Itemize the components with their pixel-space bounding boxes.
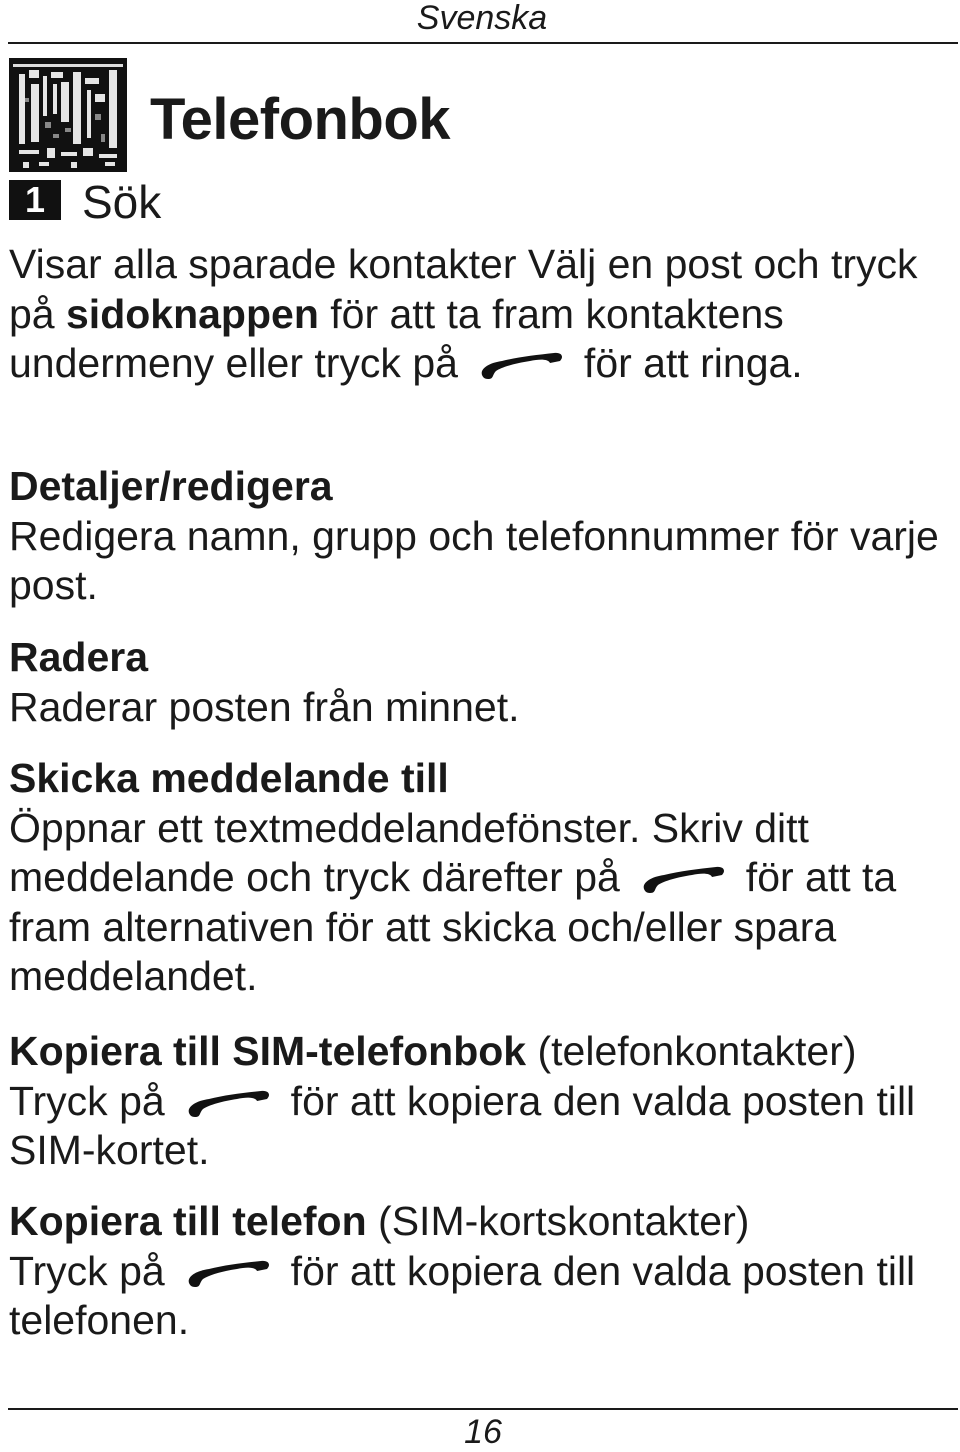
top-rule — [8, 42, 958, 44]
section-number-badge: 1 — [9, 180, 61, 220]
side-button-label: sidoknappen — [66, 290, 319, 337]
copy-to-phone-heading: Kopiera till telefon — [9, 1198, 367, 1244]
page-title: Telefonbok — [150, 87, 451, 152]
send-message-section — [9, 754, 959, 1002]
copy-to-phone-section — [9, 1197, 959, 1346]
copy-to-sim-text-1: Tryck på — [9, 1077, 165, 1124]
details-heading: Detaljer/redigera — [9, 463, 333, 509]
send-message-text-2: för att ta fram alternativen för att skicka och/eller spara meddelandet. — [9, 854, 897, 999]
copy-to-phone-note: (SIM-kortskontakter) — [366, 1198, 750, 1244]
intro-paragraph — [9, 240, 959, 389]
call-handset-icon — [185, 1257, 271, 1289]
send-message-text-1: Öppnar ett textmeddelandefönster. Skriv ditt meddelande och tryck därefter på — [9, 804, 809, 900]
intro-text-1: Visar alla sparade kontakter Välj en post och tryck på — [9, 241, 918, 337]
section-title: Sök — [82, 176, 162, 228]
intro-text-3: för att ringa. — [583, 340, 803, 386]
details-text: Redigera namn, grupp och telefonnummer för varje post. — [9, 512, 939, 608]
intro-text-2: för att ta fram kontaktens undermeny eller tryck på — [9, 290, 784, 386]
header-language: Svenska — [416, 0, 548, 37]
call-handset-icon — [478, 349, 564, 381]
copy-to-sim-text-2: för att kopiera den valda posten till SIM-kortet. — [9, 1077, 916, 1173]
bottom-rule — [8, 1408, 958, 1410]
copy-to-sim-note: (telefonkontakter) — [526, 1028, 857, 1074]
page-number: 16 — [464, 1413, 502, 1451]
delete-section — [9, 633, 959, 732]
copy-to-phone-text-2: för att kopiera den valda posten till telefonen. — [9, 1247, 916, 1343]
copy-to-sim-section — [9, 1027, 959, 1176]
send-message-heading: Skicka meddelande till — [9, 755, 449, 801]
delete-heading: Radera — [9, 634, 149, 680]
copy-to-phone-text-1: Tryck på — [9, 1247, 165, 1294]
phonebook-menu-icon — [9, 58, 127, 172]
call-handset-icon — [640, 863, 726, 895]
delete-text: Raderar posten från minnet. — [9, 683, 520, 730]
details-section — [9, 462, 959, 611]
call-handset-icon — [185, 1087, 271, 1119]
copy-to-sim-heading: Kopiera till SIM-telefonbok — [9, 1028, 527, 1074]
